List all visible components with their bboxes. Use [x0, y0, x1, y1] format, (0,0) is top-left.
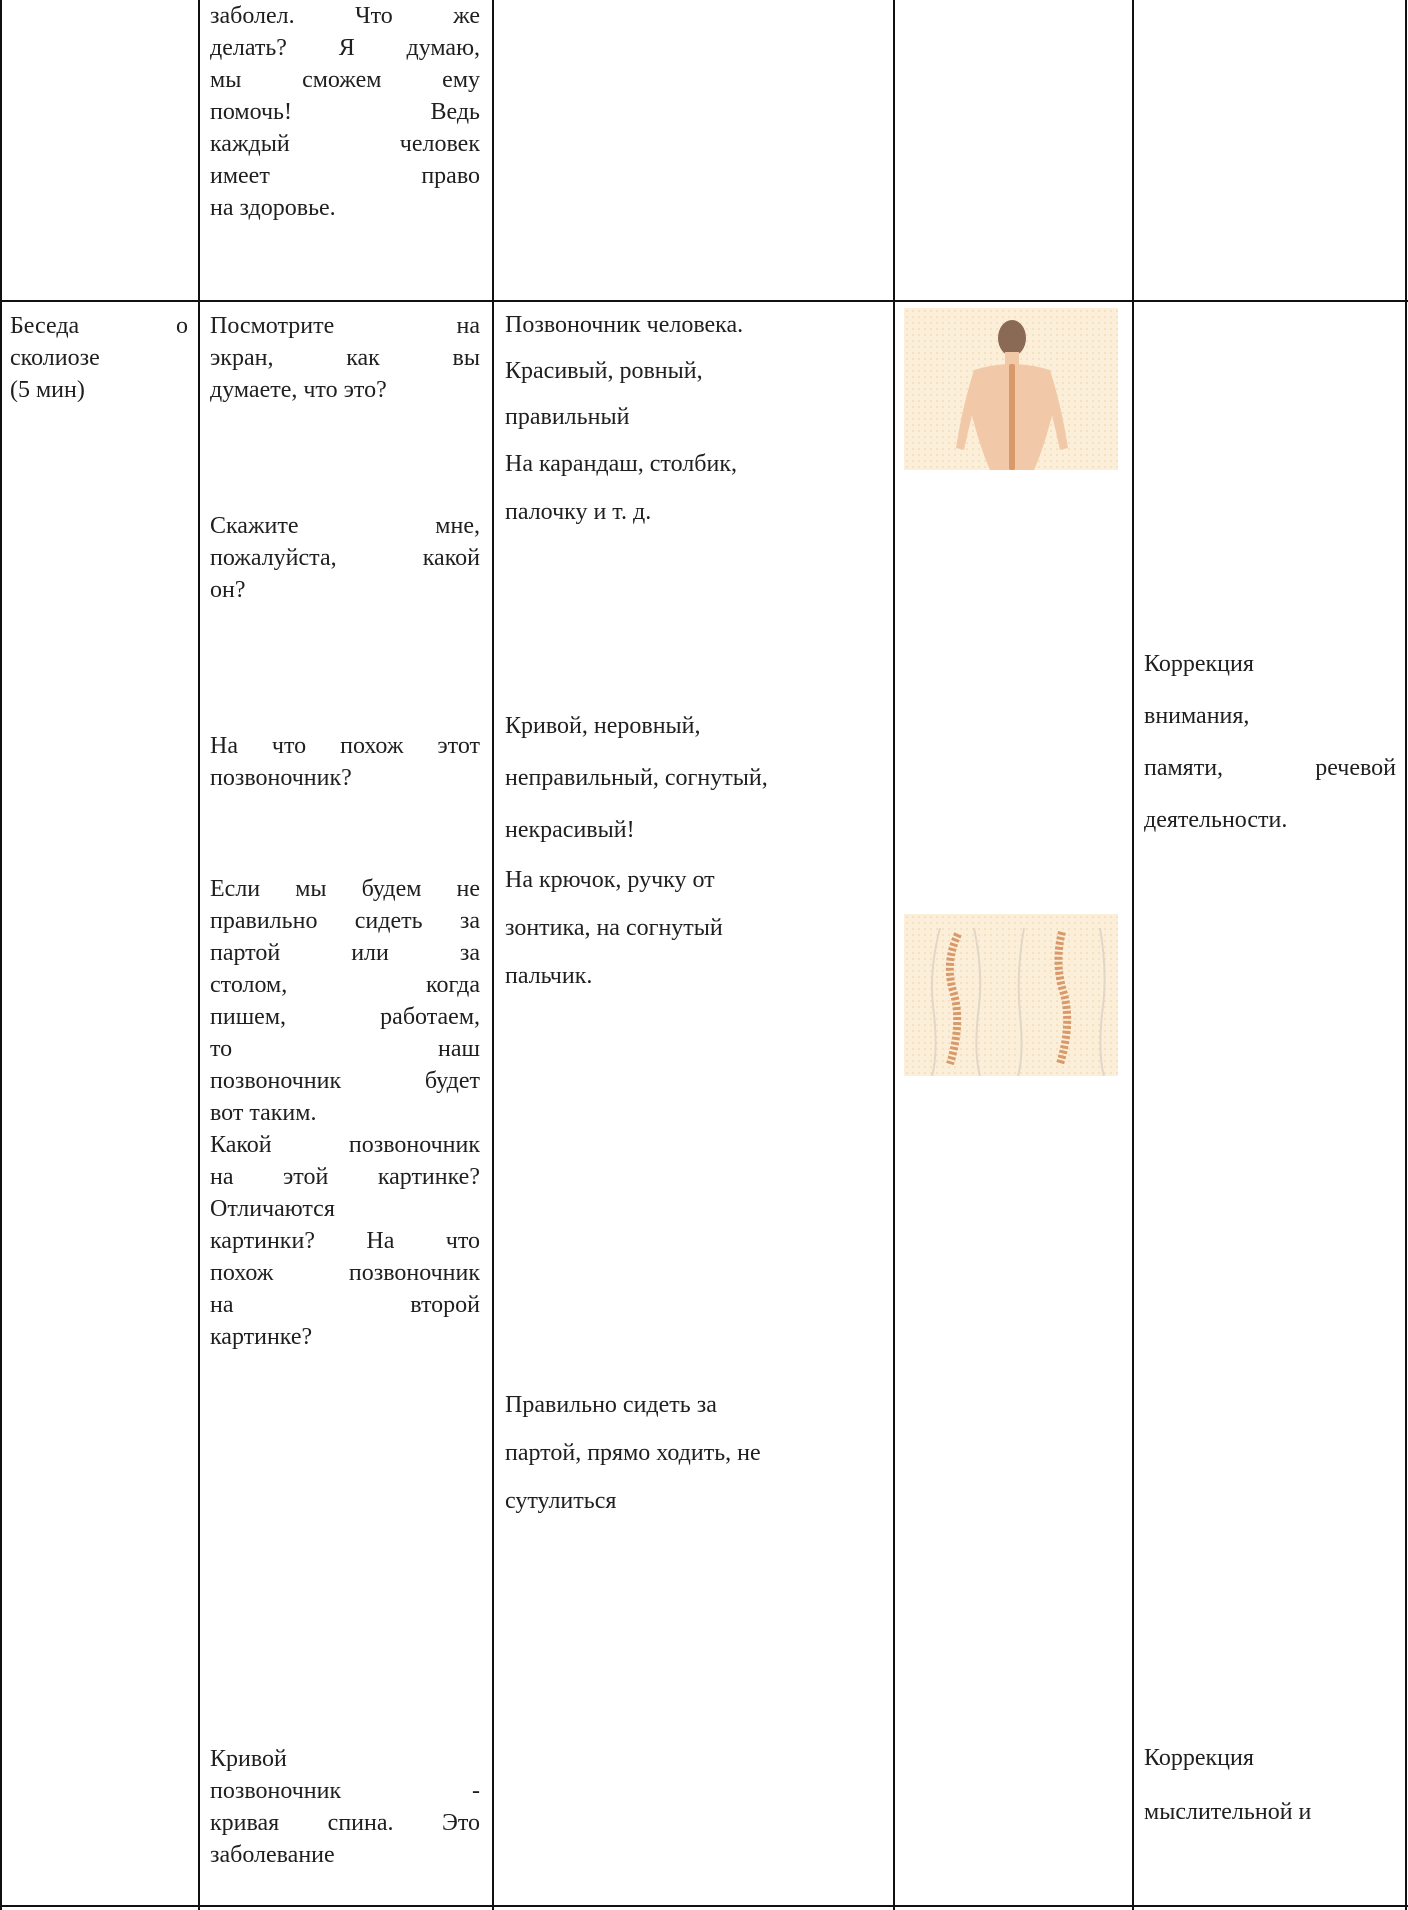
grid-line — [198, 0, 200, 1910]
text-line: Какой позвоночник — [210, 1132, 480, 1158]
text-line: партой или за — [210, 940, 480, 966]
text-line: заболевание — [210, 1842, 335, 1868]
text-line: Если мы будем не — [210, 876, 480, 902]
text-line: сколиозе — [10, 345, 100, 371]
text-line: пожалуйста, какой — [210, 545, 480, 571]
grid-line — [1405, 0, 1407, 1910]
text-line: зонтика, на согнутый — [505, 915, 723, 941]
text-line: Посмотрите на — [210, 313, 480, 339]
grid-line — [893, 0, 895, 1910]
text-line: правильный — [505, 404, 630, 430]
text-line: каждый человек — [210, 131, 480, 157]
text-line: столом, когда — [210, 972, 480, 998]
text-line: Кривой — [210, 1746, 287, 1772]
text-line: партой, прямо ходить, не — [505, 1440, 761, 1466]
text-line: на второй — [210, 1292, 480, 1318]
text-line: кривая спина. Это — [210, 1810, 480, 1836]
curved-spine-illustration — [904, 914, 1118, 1076]
text-line: правильно сидеть за — [210, 908, 480, 934]
text-line: На крючок, ручку от — [505, 867, 715, 893]
row2-col2-block1 — [210, 310, 480, 406]
straight-spine-image — [904, 308, 1118, 470]
text-line: Коррекция — [1144, 1745, 1254, 1771]
row2-col5-block1 — [1144, 638, 1396, 846]
row1-col2-text — [210, 0, 480, 224]
text-line: внимания, — [1144, 703, 1250, 729]
text-line: некрасивый! — [505, 817, 635, 843]
text-line: картинки? На что — [210, 1228, 480, 1254]
straight-spine-illustration — [904, 308, 1118, 470]
text-line: сутулиться — [505, 1488, 617, 1514]
row2-col3-block2 — [505, 440, 885, 536]
text-line: похож позвоночник — [210, 1260, 480, 1286]
text-line: позвоночник - — [210, 1778, 480, 1804]
text-line: неправильный, согнутый, — [505, 765, 768, 791]
text-line: на этой картинке? — [210, 1164, 480, 1190]
text-line: пишем, работаем, — [210, 1004, 480, 1030]
grid-line — [0, 0, 2, 1910]
row2-col1-text — [10, 310, 188, 406]
text-line: вот таким. — [210, 1100, 317, 1126]
text-line: помочь! Ведь — [210, 99, 480, 125]
row2-col3-block4 — [505, 856, 885, 1000]
text-line: палочку и т. д. — [505, 499, 652, 525]
row2-col3-block3 — [505, 700, 885, 856]
grid-line — [0, 1905, 1408, 1907]
text-line: он? — [210, 577, 246, 603]
text-line: позвоночник? — [210, 765, 352, 791]
text-line: пальчик. — [505, 963, 593, 989]
text-line: мыслительной и — [1144, 1799, 1312, 1825]
text-line: позвоночник будет — [210, 1068, 480, 1094]
text-line: картинке? — [210, 1324, 313, 1350]
grid-line — [492, 0, 494, 1910]
text-line: Отличаются — [210, 1196, 335, 1222]
text-line: Скажите мне, — [210, 513, 480, 539]
row2-col2-block2 — [210, 510, 480, 606]
text-line: На что похож этот — [210, 733, 480, 759]
text-line: думаете, что это? — [210, 377, 387, 403]
text-line: Позвоночник человека. — [505, 312, 744, 338]
row2-col2-block4 — [210, 873, 480, 1353]
text-line: то наш — [210, 1036, 480, 1062]
text-line: Коррекция — [1144, 651, 1254, 677]
text-line: экран, как вы — [210, 345, 480, 371]
text-line: Кривой, неровный, — [505, 713, 701, 739]
text-line: (5 мин) — [10, 377, 85, 403]
row2-col2-block5 — [210, 1743, 480, 1871]
text-line: На карандаш, столбик, — [505, 451, 737, 477]
curved-spine-image — [904, 914, 1118, 1076]
text-line: Беседа о — [10, 313, 188, 339]
row2-col3-block1 — [505, 302, 885, 440]
text-line: Правильно сидеть за — [505, 1392, 717, 1418]
text-line: деятельности. — [1144, 807, 1288, 833]
text-line: делать? Я думаю, — [210, 35, 480, 61]
row2-col2-block3 — [210, 730, 480, 794]
text-line: Красивый, ровный, — [505, 358, 703, 384]
grid-line — [1132, 0, 1134, 1910]
text-line: на здоровье. — [210, 195, 336, 221]
text-line: имеет право — [210, 163, 480, 189]
text-line: заболел. Что же — [210, 3, 480, 29]
text-line: мы сможем ему — [210, 67, 480, 93]
row2-col3-block5 — [505, 1381, 885, 1525]
row2-col5-block2 — [1144, 1731, 1396, 1839]
text-line: памяти, речевой — [1144, 755, 1396, 781]
